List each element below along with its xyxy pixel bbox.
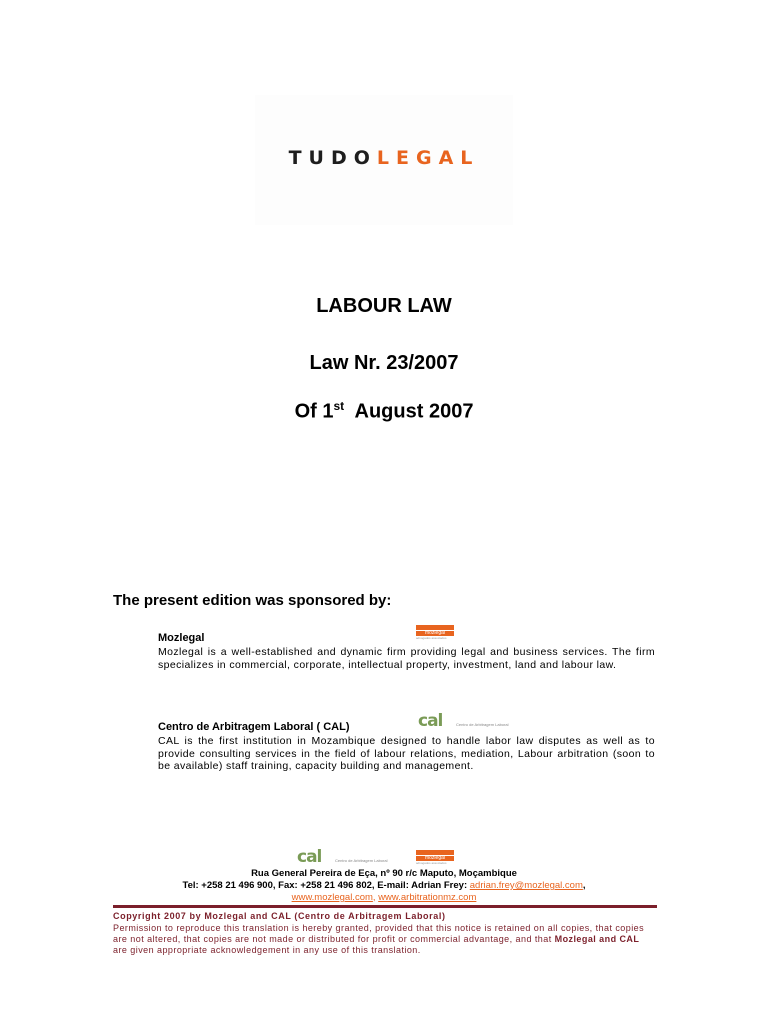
footer-cal-logo-subtext: Centro de Arbitragem Laboral [335, 858, 388, 863]
cal-logo [418, 711, 509, 735]
footer-website-separator: , [372, 892, 379, 903]
permission-text-2: are given appropriate acknowledgement in any use of this translation. [113, 945, 421, 955]
footer-address: Rua General Pereira de Eça, nº 90 r/c Maputo, Moçambique [251, 868, 517, 879]
cal-name: Centro de Arbitragem Laboral ( CAL) [158, 721, 350, 733]
law-title: LABOUR LAW [316, 295, 452, 317]
permission-text-bold: Mozlegal and CAL [554, 934, 640, 944]
mozlegal-logo-tagline: advogados associados [416, 636, 447, 640]
cal-logo-subtext: Centro de Arbitragem Laboral [456, 722, 509, 727]
footer-cal-logo-text: cal [297, 847, 322, 867]
footer-mozlegal-logo [416, 850, 470, 864]
footer-mozlegal-logo-tagline: advogados associados [416, 861, 447, 865]
mozlegal-name: Mozlegal [158, 632, 205, 644]
law-date-sup: st [333, 399, 345, 413]
footer-contact-prefix: Tel: +258 21 496 900, Fax: +258 21 496 802, E-mail: Adrian Frey: [182, 880, 470, 891]
mozlegal-logo-text: mozlegal [416, 631, 454, 636]
permission-notice [113, 923, 653, 956]
footer-contact-suffix: , [582, 880, 586, 891]
cal-logo-text: cal [418, 711, 443, 731]
mozlegal-description: Mozlegal is a well-established and dynamic firm providing legal and business services. The firm specializes in commercial, corporate, intellectual property, investment, land and labour law. [158, 646, 655, 671]
footer-divider [113, 905, 657, 908]
footer-website-mozlegal[interactable]: www.mozlegal.com [291, 892, 373, 903]
footer-contact [0, 880, 768, 891]
copyright-notice: Copyright 2007 by Mozlegal and CAL (Centro de Arbitragem Laboral) [113, 911, 446, 921]
footer-mozlegal-logo-text: mozlegal [416, 856, 454, 861]
permission-text-1: Permission to reproduce this translation is hereby granted, provided that this notice is retained on all copies, that copies are not altered, that copies are not made or distributed for profit or commercial advantage, and that [113, 923, 645, 944]
law-date-prefix: Of 1 [294, 400, 334, 423]
mozlegal-logo [416, 625, 470, 639]
footer-email-link[interactable]: adrian.frey@mozlegal.com [469, 880, 583, 891]
law-date [0, 399, 768, 424]
logo-wordmark [255, 147, 513, 169]
sponsored-heading: The present edition was sponsored by: [113, 592, 392, 609]
law-date-suffix: August 2007 [344, 400, 474, 423]
law-number: Law Nr. 23/2007 [309, 352, 459, 374]
footer-websites [0, 892, 768, 903]
logo-part-tudo: TUDO [288, 147, 377, 169]
logo-part-legal: LEGAL [376, 147, 480, 169]
footer-website-arbitration[interactable]: www.arbitrationmz.com [378, 892, 477, 903]
tudolegal-logo [255, 95, 513, 225]
cal-description: CAL is the first institution in Mozambique designed to handle labor law disputes as well as to provide consulting services in the field of labour relations, mediation, Labour arbitration (soon to be available) staff training, capacity building and management. [158, 735, 655, 772]
